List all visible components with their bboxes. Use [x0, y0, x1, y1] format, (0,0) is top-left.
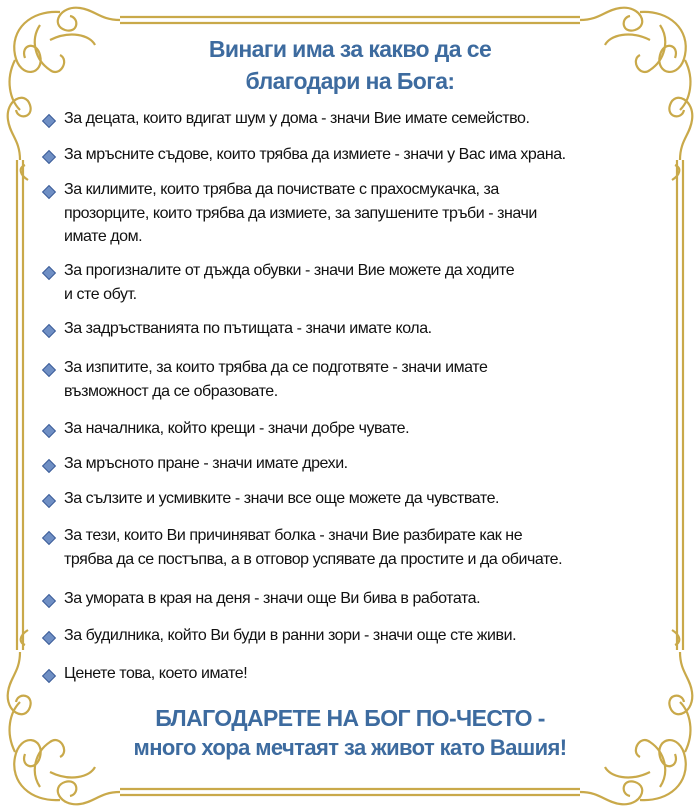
- list-item-text: За будилника, който Ви буди в ранни зори - значи още сте живи.: [64, 627, 517, 644]
- list-item-text: За задръстванията по пътищата - значи имате кола.: [64, 320, 432, 337]
- heading-line-1: Винаги има за какво да се: [208, 36, 492, 62]
- footer-line-1: БЛАГОДАРЕТЕ НА БОГ ПО-ЧЕСТО -: [155, 705, 545, 731]
- footer-line-2: много хора мечтаят за живот като Вашия!: [133, 735, 567, 760]
- list-item-text: За изпитите, за които трябва да се подготвяте - значи имате възможност да се образовате.: [64, 359, 488, 400]
- list-item-text: За сълзите и усмивките - значи все още можете да чувствате.: [64, 490, 500, 507]
- list-item-text: За килимите, които трябва да почиствате с прахосмукачка, за прозорците, които трябва да измиете, за запушените тръби - значи имате дом.: [64, 181, 537, 245]
- list-item-text: Ценете това, което имате!: [64, 665, 248, 682]
- list-item-text: За началника, който крещи - значи добре чувате.: [64, 420, 410, 437]
- list-item-text: За умората в края на деня - значи още Ви бива в работата.: [64, 590, 481, 607]
- list-item-text: За децата, които вдигат шум у дома - значи Вие имате семейство.: [64, 110, 530, 127]
- list-item-text: За прогизналите от дъжда обувки - значи Вие можете да ходите и сте обут.: [64, 262, 515, 303]
- list-item-text: За мръсното пране - значи имате дрехи.: [64, 455, 348, 472]
- list-item-text: За мръсните съдове, които трябва да измиете - значи у Вас има храна.: [64, 146, 566, 163]
- heading-line-2: благодари на Бога:: [245, 68, 455, 94]
- list-item-text: За тези, които Ви причиняват болка - значи Вие разбирате как не трябва да се постъпва, а в отговор успявате да простите и да обичате.: [64, 527, 563, 568]
